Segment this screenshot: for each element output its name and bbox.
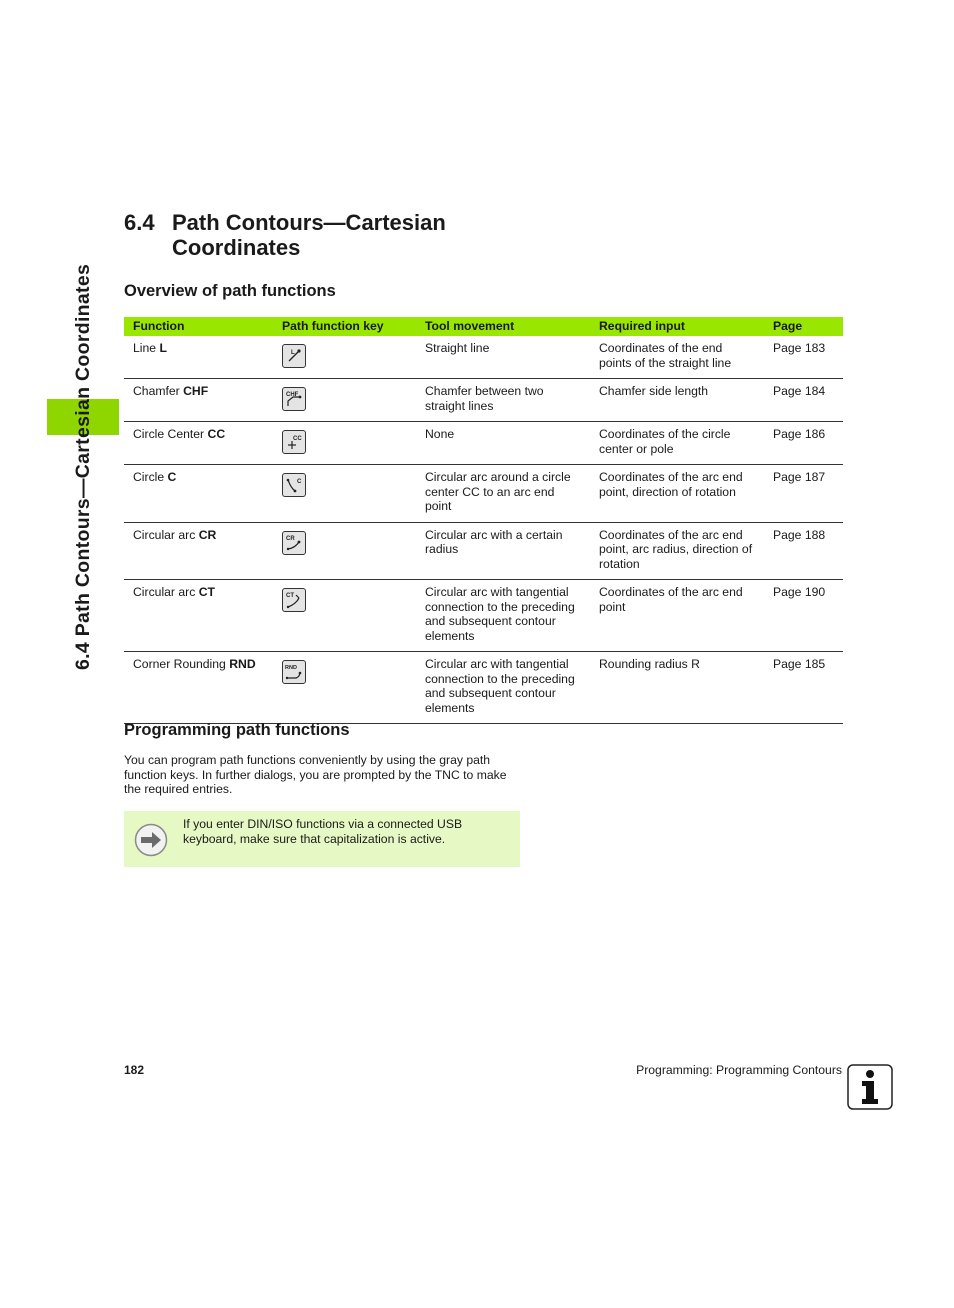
function-code: RND (229, 657, 256, 671)
tangential-arc-key-icon (282, 588, 306, 612)
line-key-icon (282, 344, 306, 368)
input-cell: Coordinates of the circle center or pole (590, 422, 764, 465)
key-cell (273, 422, 416, 465)
function-code: CC (207, 427, 226, 441)
page-cell: Page 184 (764, 379, 843, 422)
table-header-row (124, 317, 843, 336)
circular-arc-radius-key-icon (282, 531, 306, 555)
note-text: If you enter DIN/ISO functions via a connected USB keyboard, make sure that capitalization is active. (183, 817, 463, 846)
function-code: C (167, 470, 177, 484)
column-header-input: Required input (590, 317, 764, 336)
column-header-movement: Tool movement (416, 317, 590, 336)
function-cell: Chamfer CHF (124, 379, 273, 422)
function-cell: Circular arc CT (124, 580, 273, 652)
function-cell: Circle C (124, 465, 273, 523)
section-title-line1: Path Contours—Cartesian (172, 210, 446, 235)
key-cell (273, 652, 416, 724)
column-header-key: Path function key (273, 317, 416, 336)
key-cell (273, 336, 416, 379)
function-cell: Circular arc CR (124, 522, 273, 580)
svg-text:CHF: CHF (286, 392, 299, 398)
input-cell: Rounding radius R (590, 652, 764, 724)
arrow-right-icon (134, 823, 168, 862)
function-code: CR (198, 527, 217, 542)
page-title (124, 210, 446, 260)
input-cell: Coordinates of the arc end point, direction of rotation (590, 465, 764, 523)
column-header-page: Page (764, 317, 843, 336)
svg-text:CT: CT (286, 593, 294, 599)
svg-text:CC: CC (293, 436, 302, 442)
function-code: CT (198, 585, 215, 599)
movement-cell: Chamfer between two straight lines (416, 379, 590, 422)
table-row (124, 422, 843, 465)
info-icon (847, 1064, 893, 1115)
side-chapter-title: 6.4 Path Contours—Cartesian Coordinates (72, 263, 94, 670)
movement-cell: None (416, 422, 590, 465)
section-title-line2: Coordinates (172, 235, 301, 260)
circle-key-icon (282, 473, 306, 497)
key-cell (273, 522, 416, 580)
note-box (124, 811, 520, 867)
svg-text:C: C (297, 479, 302, 485)
corner-rounding-key-icon (282, 660, 306, 684)
programming-heading: Programming path functions (124, 721, 350, 739)
function-code: L (159, 341, 167, 355)
page-cell: Page 183 (764, 336, 843, 379)
column-header-function: Function (124, 317, 273, 336)
input-cell: Coordinates of the arc end point, arc radius, direction of rotation (590, 522, 764, 580)
svg-text:L: L (291, 350, 295, 356)
page-number: 182 (124, 1063, 145, 1077)
movement-cell: Straight line (416, 336, 590, 379)
section-number: 6.4 (124, 210, 155, 235)
movement-cell: Circular arc with tangential connection to the preceding and subsequent contour elements (416, 652, 590, 724)
path-functions-table (124, 317, 843, 724)
overview-heading: Overview of path functions (124, 282, 336, 300)
page-cell: Page 187 (764, 465, 843, 523)
movement-cell: Circular arc around a circle center CC to an arc end point (416, 465, 590, 523)
table-row (124, 580, 843, 652)
footer-chapter-title: Programming: Programming Contours (636, 1063, 842, 1077)
page-cell: Page 190 (764, 580, 843, 652)
chamfer-key-icon (282, 387, 306, 411)
table-row (124, 379, 843, 422)
function-code: CHF (183, 384, 209, 398)
table-row (124, 522, 843, 580)
table-row (124, 465, 843, 523)
key-cell (273, 580, 416, 652)
key-cell (273, 379, 416, 422)
key-cell (273, 465, 416, 523)
page-cell: Page 188 (764, 522, 843, 580)
programming-paragraph: You can program path functions conveniently by using the gray path function keys. In further dialogs, you are prompted by the TNC to make the required entries. (124, 753, 507, 797)
function-cell: Circle Center CC (124, 422, 273, 465)
input-cell: Chamfer side length (590, 379, 764, 422)
function-cell: Corner Rounding RND (124, 652, 273, 724)
table-row (124, 652, 843, 724)
input-cell: Coordinates of the end points of the straight line (590, 336, 764, 379)
circle-center-key-icon (282, 430, 306, 454)
page-cell: Page 185 (764, 652, 843, 724)
movement-cell: Circular arc with a certain radius (416, 522, 590, 580)
svg-text:RND: RND (285, 665, 297, 671)
function-cell: Line L (124, 336, 273, 379)
input-cell: Coordinates of the arc end point (590, 580, 764, 652)
page-cell: Page 186 (764, 422, 843, 465)
movement-cell: Circular arc with tangential connection to the preceding and subsequent contour elements (416, 580, 590, 652)
table-row (124, 336, 843, 379)
svg-text:CR: CR (286, 535, 295, 542)
